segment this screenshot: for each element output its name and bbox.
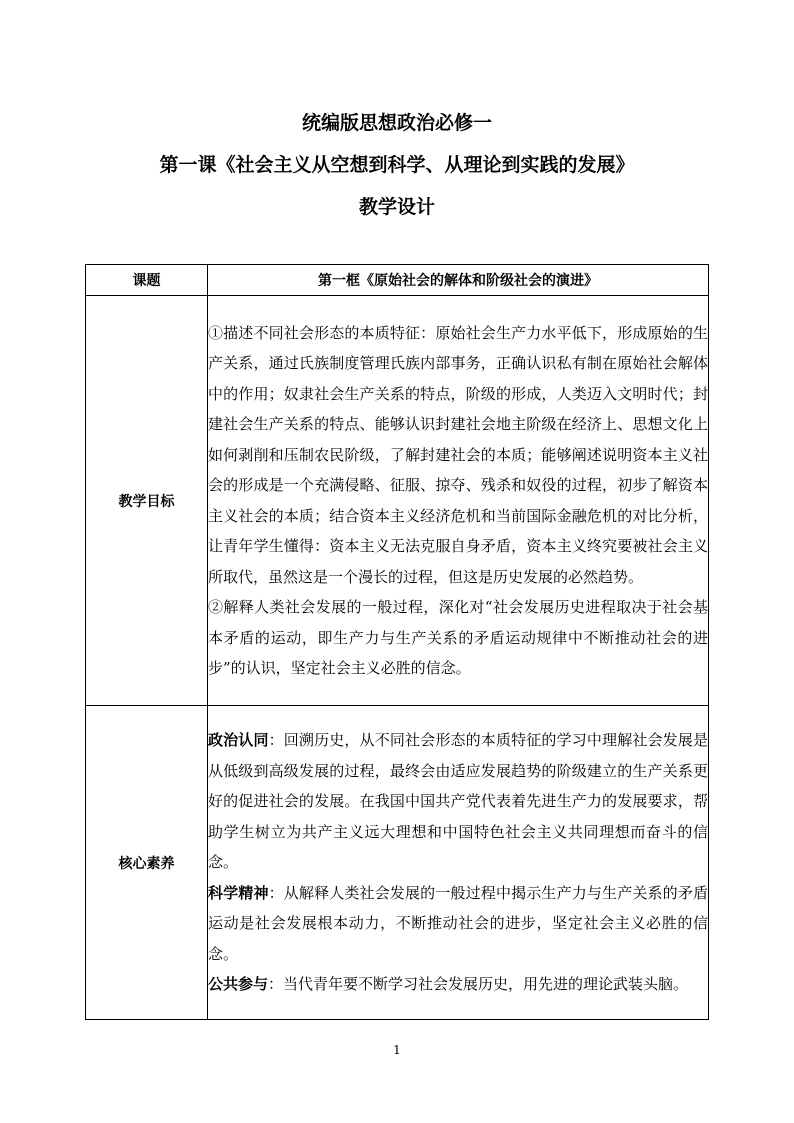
literacy-content <box>208 706 709 1020</box>
table-row-topic <box>86 265 709 296</box>
objectives-label: 教学目标 <box>86 296 208 706</box>
literacy-text: ：从解释人类社会发展的一般过程中揭示生产力与生产关系的矛盾运动是社会发展根本动力，不断推动社会的进步，坚定社会主义必胜的信念。 <box>208 883 708 963</box>
document-type-title: 教学设计 <box>358 196 435 218</box>
table-row-objectives <box>86 296 709 706</box>
document-series-title: 统编版思想政治必修一 <box>301 112 492 134</box>
objective-item: ②解释人类社会发展的一般过程，深化对“社会发展历史进程取决于社会基本矛盾的运动，即生产力与生产关系的矛盾运动规律中不断推动社会的进步”的认识，坚定社会主义必胜的信念。 <box>208 598 708 677</box>
topic-label: 课题 <box>86 265 208 296</box>
literacy-keyword: 政治认同 <box>208 731 269 750</box>
literacy-keyword: 科学精神 <box>208 883 269 902</box>
objective-item: ①描述不同社会形态的本质特征：原始社会生产力水平低下，形成原始的生产关系，通过氏族制度管理氏族内部事务，正确认识私有制在原始社会解体中的作用；奴隶社会生产关系的特点，阶级的形成，人类迈入文明时代；封建社会生产关系的特点、能够认识封建社会地主阶级在经济上、思想文化上如何剥削和压制农民阶级，了解封建社会的本质；能够阐述说明资本主义社会的形成是一个充满侵略、征服、掠夺、残杀和奴役的过程，初步了解资本主义社会的本质；结合资本主义经济危机和当前国际金融危机的对比分析，让青年学生懂得：资本主义无法克服自身矛盾，资本主义终究要被社会主义所取代，虽然这是一个漫长的过程，但这是历史发展的必然趋势。 <box>208 323 708 586</box>
literacy-keyword: 公共参与 <box>208 975 269 994</box>
literacy-item <box>208 969 708 1000</box>
literacy-text: ：当代青年要不断学习社会发展历史，用先进的理论武装头脑。 <box>268 975 689 994</box>
literacy-item <box>208 725 708 878</box>
table-row-literacy <box>86 706 709 1020</box>
lesson-title: 第一课《社会主义从空想到科学、从理论到实践的发展》 <box>159 154 635 176</box>
topic-value: 第一框《原始社会的解体和阶级社会的演进》 <box>208 265 709 296</box>
literacy-text: ：回溯历史，从不同社会形态的本质特征的学习中理解社会发展是从低级到高级发展的过程，最终会由适应发展趋势的阶级建立的生产关系更好的促进社会的发展。在我国中国共产党代表着先进生产力的发展要求，帮助学生树立为共产主义远大理想和中国特色社会主义共同理想而奋斗的信念。 <box>208 731 708 872</box>
page-number: 1 <box>393 1043 401 1057</box>
lesson-plan-table <box>85 264 709 1020</box>
literacy-label: 核心素养 <box>86 706 208 1020</box>
literacy-item <box>208 878 708 970</box>
objectives-content <box>208 296 709 706</box>
